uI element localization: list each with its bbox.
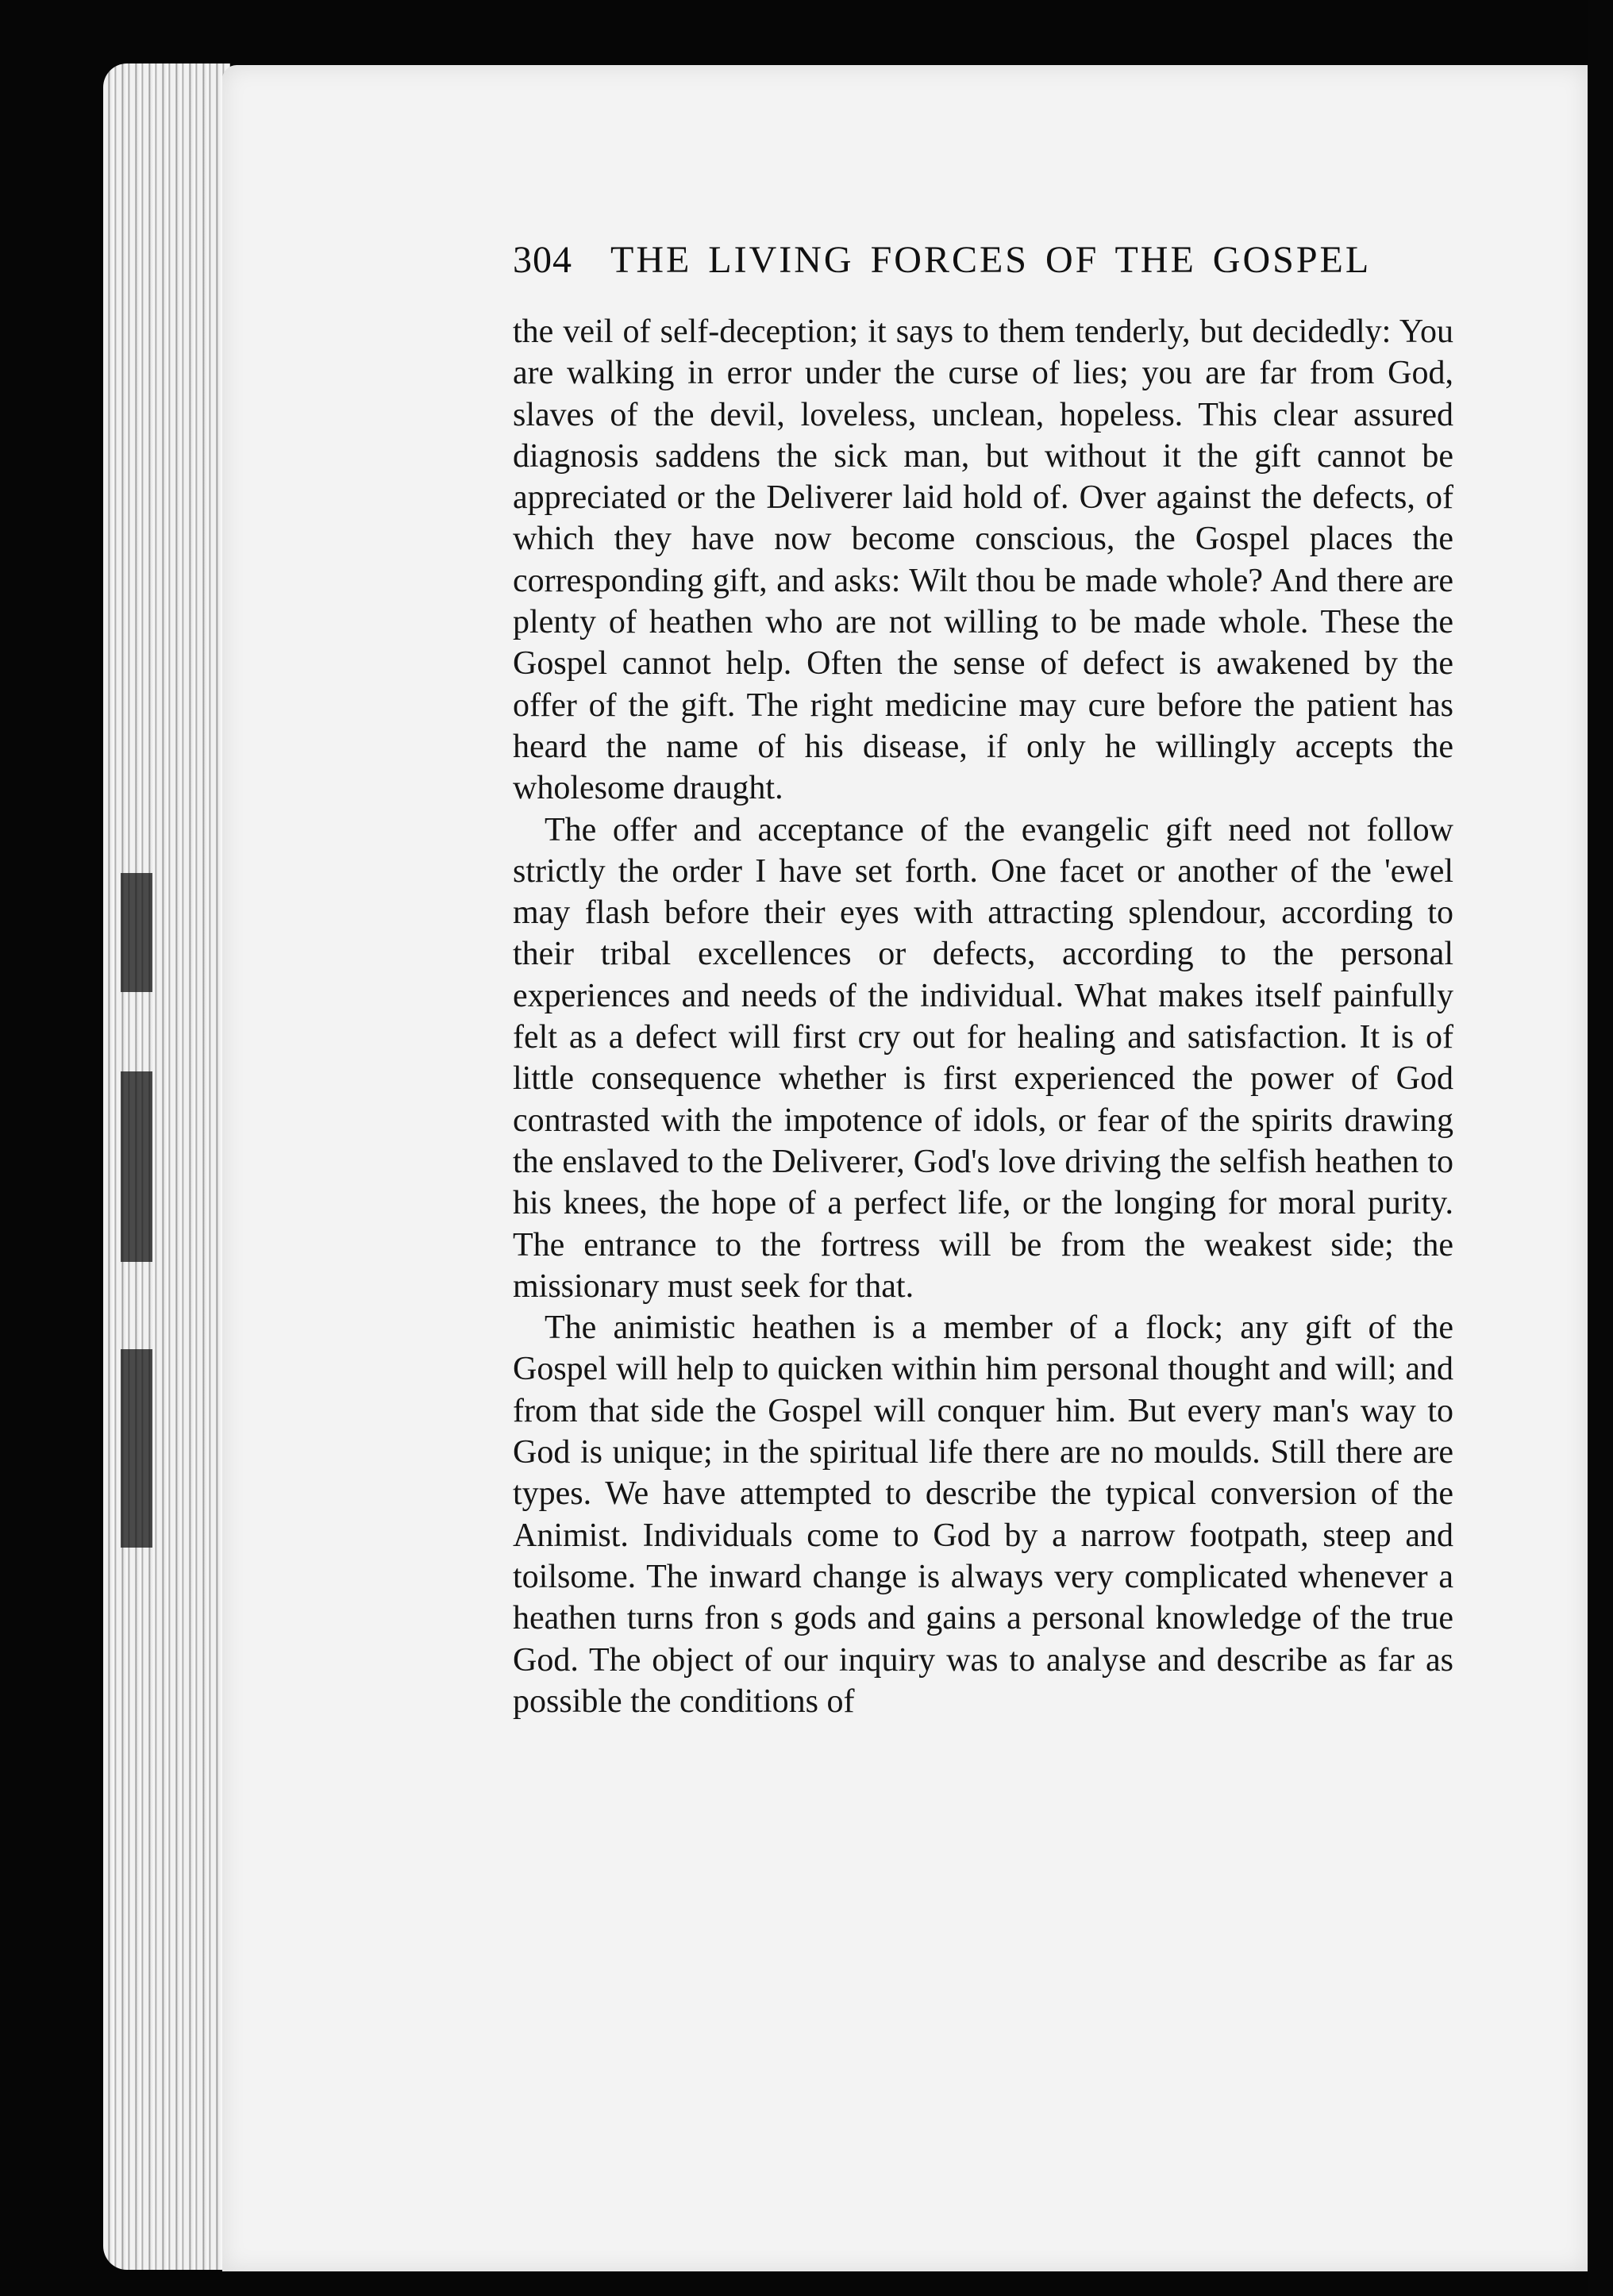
body-text xyxy=(513,311,1453,1722)
library-stamp-mark xyxy=(121,873,152,992)
paragraph: The offer and acceptance of the evangelic gift need not follow strictly the order I have set forth. One facet or another of the 'ewel may flash before their eyes with attracting splendour, according to their tribal excellences or defects, according to the personal experiences and needs of the individual. What makes itself painfully felt as a defect will first cry out for healing and satisfaction. It is of little consequence whether is first experienced the power of God contrasted with the impotence of idols, or fear of the spirits drawing the enslaved to the Deliverer, God's love driving the selfish heathen to his knees, the hope of a perfect life, or the longing for moral purity. The entrance to the fortress will be from the weakest side; the missionary must seek for that. xyxy=(513,811,1453,1305)
library-stamp-mark xyxy=(121,1349,152,1548)
page-header xyxy=(513,238,1465,302)
paragraph: the veil of self-deception; it says to them tenderly, but decidedly: You are walking in error under the curse of lies; you are far from God, slaves of the devil, loveless, unclean, hopeless. This clear assured diagnosis saddens the sick man, but without it the gift cannot be appreciated or the Deliverer laid hold of. Over against the defects, of which they have now become conscious, the Gospel places the corresponding gift, and asks: Wilt thou be made whole? And there are plenty of heathen who are not willing to be made whole. These the Gospel cannot help. Often the sense of defect is awakened by the offer of the gift. The right medicine may cure before the patient has heard the name of his disease, if only he willingly accepts the wholesome draught. xyxy=(513,313,1453,807)
scan-border-right xyxy=(1588,0,1613,2296)
library-stamp-mark xyxy=(121,1071,152,1262)
running-head: THE LIVING FORCES OF THE GOSPEL xyxy=(610,239,1372,281)
page-number: 304 xyxy=(513,239,572,281)
paragraph: The animistic heathen is a member of a flock; any gift of the Gospel will help to quicken within him personal thought and will; and from that side the Gospel will conquer him. But every man's way to God is unique; in the spiritual life there are no moulds. Still there are types. We have attempted to describe the typical conversion of the Animist. Individuals come to God by a narrow footpath, steep and toilsome. The inward change is always very complicated whenever a heathen turns fron s gods and gains a personal knowledge of the true God. The object of our inquiry was to analyse and describe as far as possible the conditions of xyxy=(513,1310,1453,1720)
